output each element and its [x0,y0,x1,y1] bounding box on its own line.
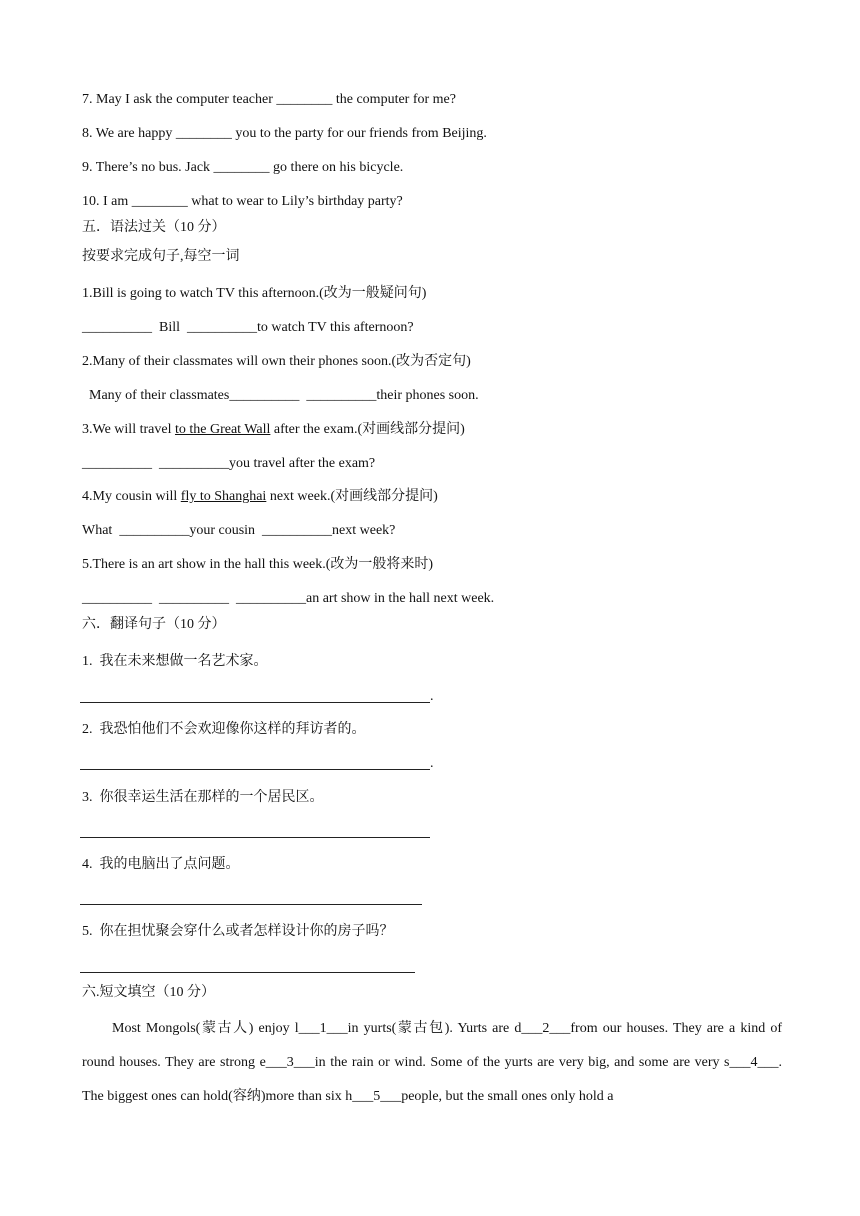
fill-blank-item-8: 8. We are happy ________ you to the party for our friends from Beijing. [82,126,487,141]
fill-blank-item-7: 7. May I ask the computer teacher ________ the computer for me? [82,92,456,107]
section7-title: 六.短文填空（10 分） [82,985,215,1000]
translate-item-2: 2. 我恐怕他们不会欢迎像你这样的拜访者的。 [82,722,366,737]
grammar-a1: __________ Bill __________to watch TV this afternoon? [82,320,414,335]
grammar-q5: 5.There is an art show in the hall this week.(改为一般将来时) [82,557,434,572]
translate-item-4: 4. 我的电脑出了点问题。 [82,857,240,872]
answer-line-4 [80,904,422,905]
answer-period-1: . [430,689,434,704]
answer-period-2: . [430,756,434,771]
translate-item-3: 3. 你很幸运生活在那样的一个居民区。 [82,790,324,805]
grammar-q4 [82,488,438,506]
answer-line-1 [80,702,430,703]
answer-line-5 [80,972,415,973]
grammar-q2: 2.Many of their classmates will own their phones soon.(改为否定句) [82,354,471,369]
grammar-a5: __________ __________ __________an art show in the hall next week. [82,591,495,606]
grammar-q4-underlined: fly to Shanghai [180,489,267,504]
section5-title: 五．语法过关（10 分） [82,220,226,235]
cloze-passage: Most Mongols(蒙古人) enjoy l___1___in yurts(蒙古包). Yurts are d___2___from our houses. They are a kind of round houses. They are strong e___3___in the rain or wind. Some of the yurts are very big, and some are very s___4___. The biggest ones can hold(容纳)more than six h___5___people, but the small ones only hold a [82,1021,782,1104]
grammar-q3 [82,421,465,439]
grammar-q1: 1.Bill is going to watch TV this afternoon.(改为一般疑问句) [82,286,427,301]
grammar-a2: Many of their classmates__________ __________their phones soon. [82,388,479,403]
section5-instruction: 按要求完成句子,每空一词 [82,249,240,264]
grammar-q4-pre: 4.My cousin will [82,489,181,504]
section6-title: 六．翻译句子（10 分） [82,617,226,632]
fill-blank-item-10: 10. I am ________ what to wear to Lily’s birthday party? [82,194,403,209]
grammar-q4-post: next week.(对画线部分提问) [266,489,438,504]
grammar-a4: What __________your cousin __________next week? [82,523,396,538]
grammar-q3-pre: 3.We will travel [82,422,175,437]
grammar-a3: __________ __________you travel after the exam? [82,456,376,471]
answer-line-2 [80,769,430,770]
grammar-q3-underlined: to the Great Wall [174,422,271,437]
translate-item-5: 5. 你在担忧聚会穿什么或者怎样设计你的房子吗？ [82,924,394,939]
answer-line-3 [80,837,430,838]
fill-blank-item-9: 9. There’s no bus. Jack ________ go there on his bicycle. [82,160,404,175]
grammar-q3-post: after the exam.(对画线部分提问) [270,422,465,437]
translate-item-1: 1. 我在未来想做一名艺术家。 [82,654,268,669]
